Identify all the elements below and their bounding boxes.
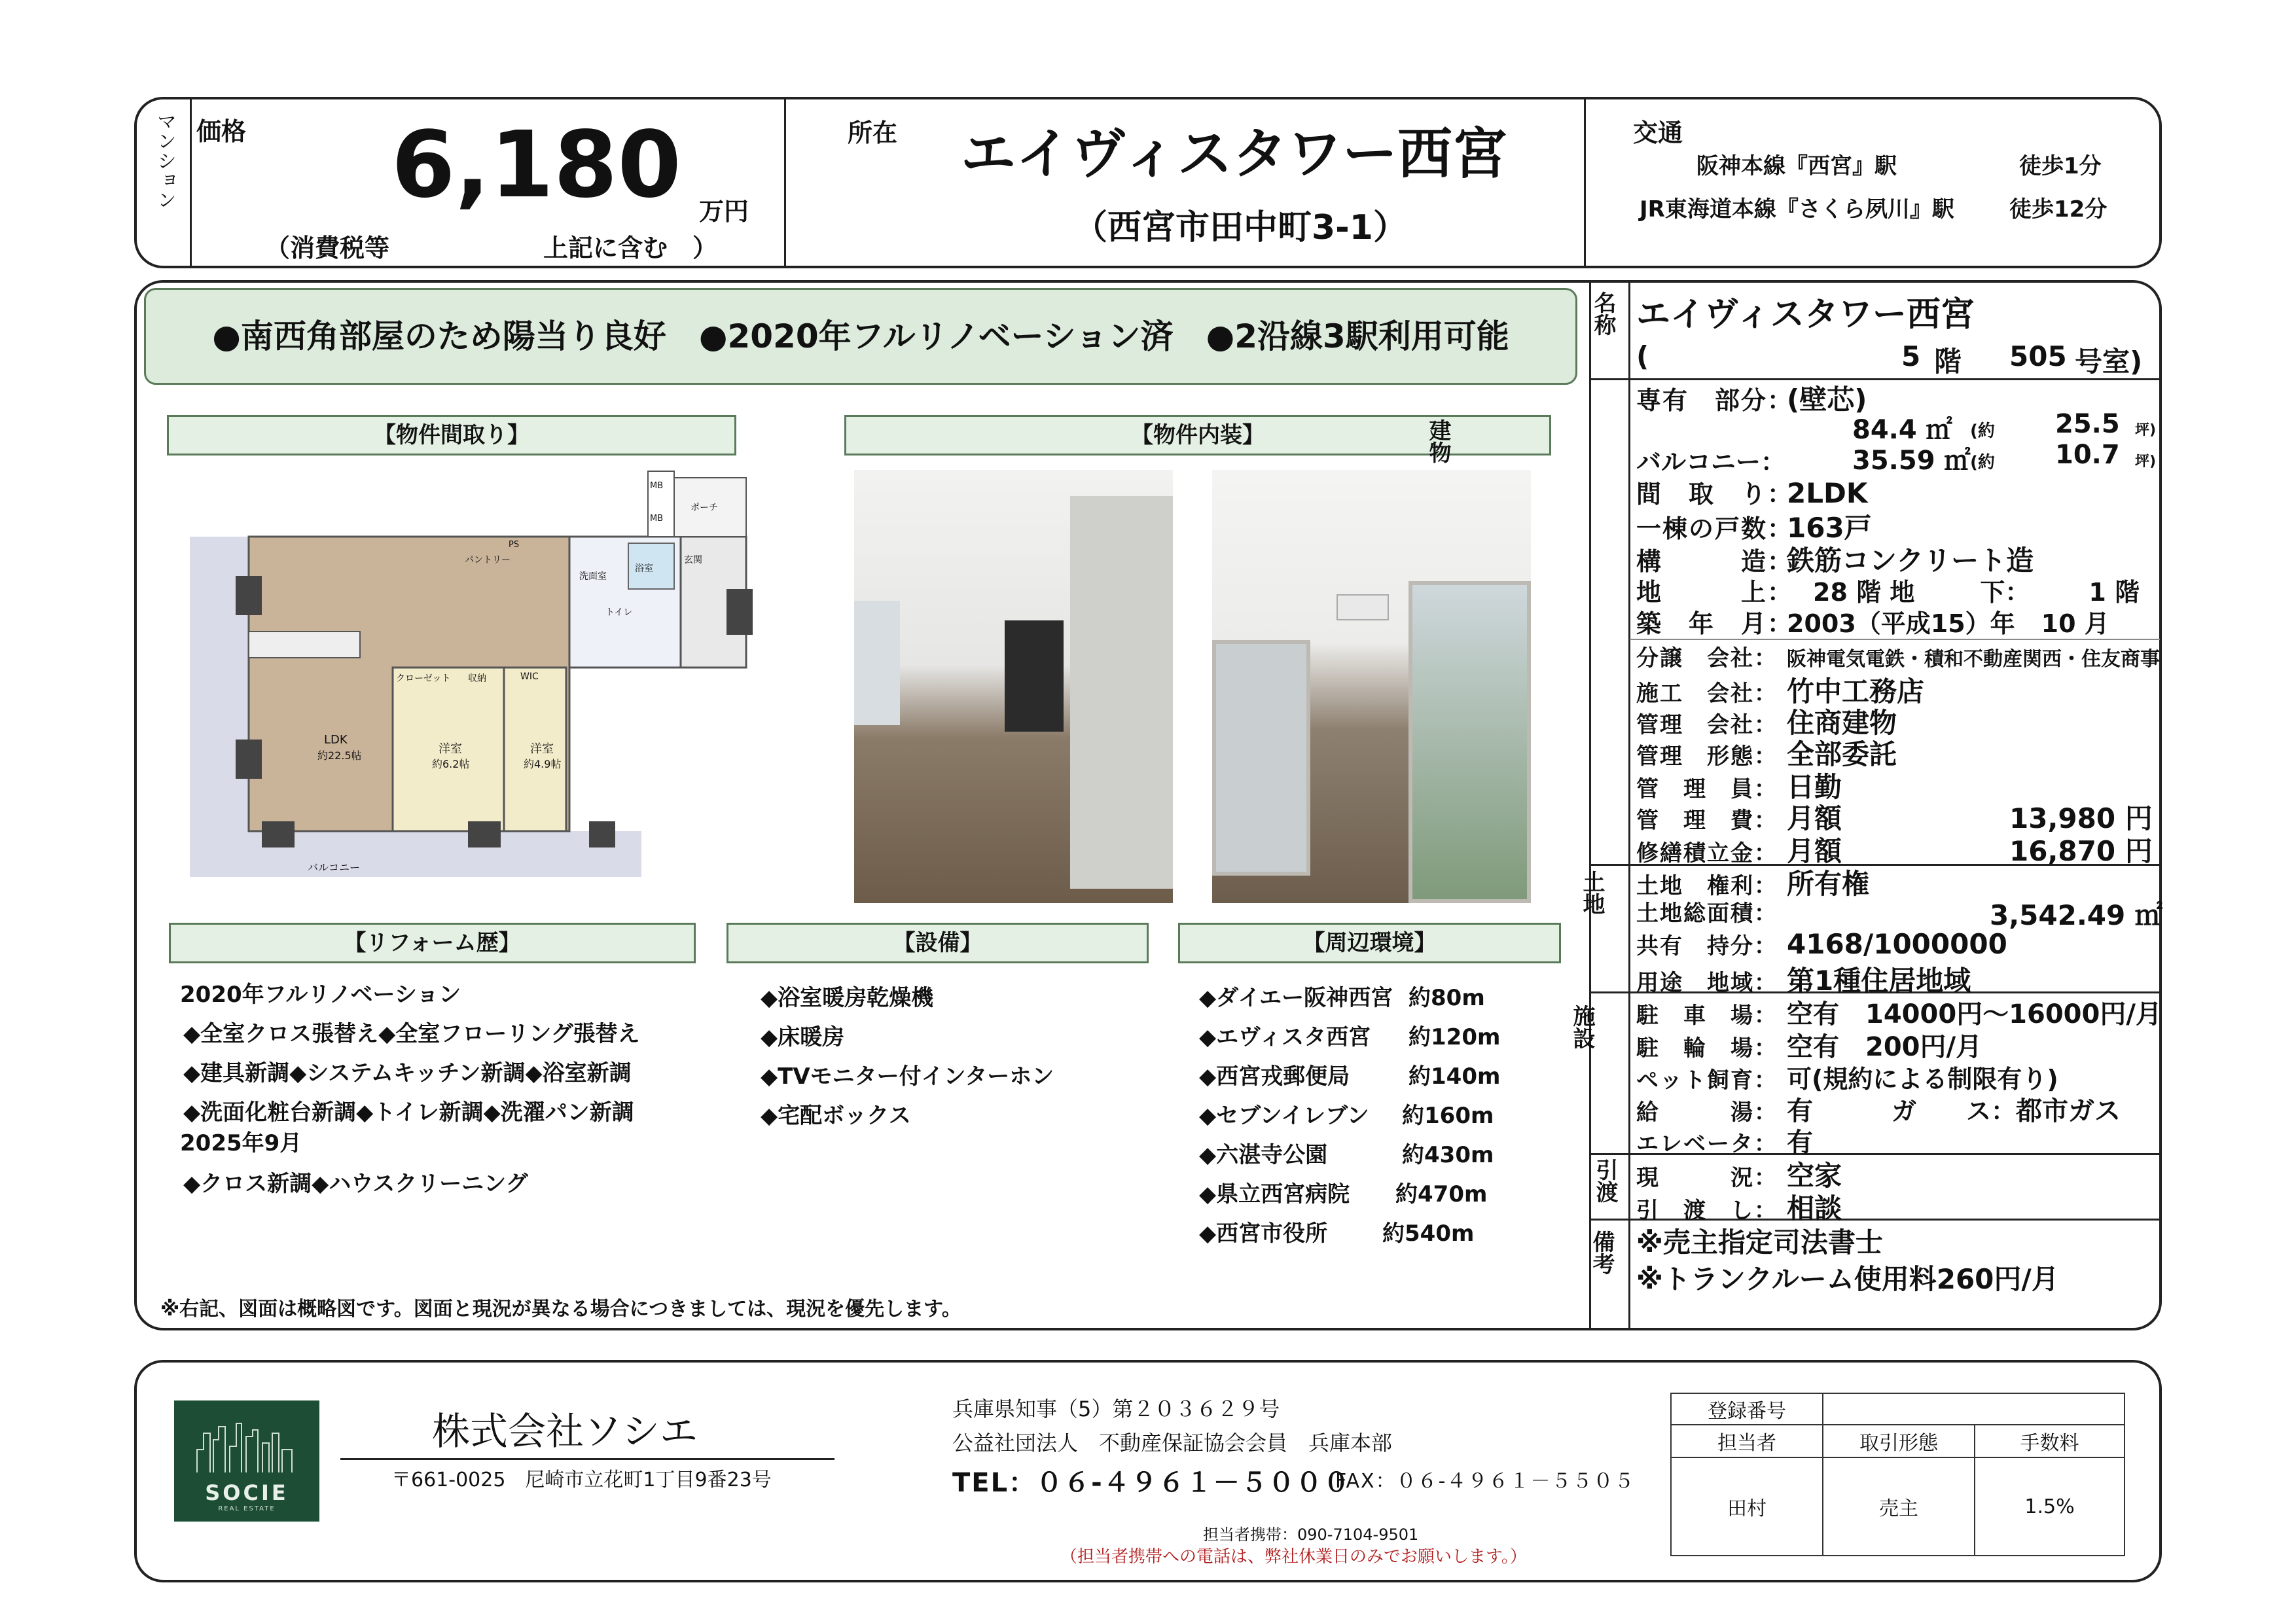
equipment-item: ◆TVモニター付インターホン	[761, 1063, 1054, 1090]
interior-photo-2	[1212, 470, 1531, 903]
reg-label: 登録番号	[1671, 1393, 1823, 1425]
spec-floor: 5	[1901, 340, 1921, 372]
divider	[784, 98, 786, 267]
fp-ps: PS	[509, 540, 520, 550]
equipment-item: ◆床暖房	[761, 1024, 845, 1050]
photo-window	[854, 601, 900, 725]
spec-floor-unit: 階	[1934, 346, 1962, 378]
balcony-bottom	[190, 831, 641, 877]
kitchen-counter	[249, 632, 360, 658]
spec-balcony-approx: (約	[1970, 453, 1995, 473]
spec-mgmt-co-row: 管理 会社： 住商建物	[1636, 707, 1897, 739]
reform-item: ◆建具新調◆システムキッチン新調◆浴室新調	[183, 1060, 632, 1086]
surroundings-list	[1199, 978, 1500, 1253]
pillar	[589, 821, 615, 847]
footnote: ※右記、図面は概略図です。図面と現況が異なる場合につきましては、現況を優先します。	[160, 1298, 961, 1321]
pillar	[468, 821, 501, 847]
reform-item: ◆洗面化粧台新調◆トイレ新調◆洗濯パン新調	[183, 1099, 634, 1126]
logo-sub: REAL ESTATE	[218, 1505, 276, 1512]
spec-parking-row: 駐 車 場： 空有 14000円～16000円/月	[1636, 999, 2162, 1029]
spec-room-unit: 号室)	[2075, 346, 2143, 378]
fp-ldk: LDK	[324, 733, 348, 747]
spec-built-row: 築 年 月：2003（平成15）年 10 月	[1636, 609, 2109, 638]
agent-table	[1670, 1393, 2125, 1556]
fp-mb1: MB	[650, 481, 664, 491]
property-address: （西宮市田中町3-1）	[1073, 208, 1407, 247]
highlight-banner: ●南西角部屋のため陽当り良好 ●2020年フルリノベーション済 ●2沿線3駅利用可能	[144, 288, 1577, 385]
spec-handover-label: 引渡	[1592, 1158, 1618, 1203]
surroundings-item: ◆セブンイレブン 約160m	[1199, 1103, 1494, 1129]
col-fee: 手数料	[1975, 1425, 2125, 1457]
spec-elevator-row: エレベータ： 有	[1636, 1128, 1813, 1158]
spec-seller-row: 分譲 会社： 阪神電気電鉄・積和不動産関西・住友商事	[1636, 645, 2160, 671]
surroundings-item: ◆西宮市役所 約540m	[1199, 1221, 1475, 1247]
fp-wash: 洗面室	[579, 571, 607, 582]
surroundings-item: ◆西宮戎郵便局 約140m	[1199, 1063, 1501, 1090]
reform-item: 2020年フルリノベーション	[180, 982, 461, 1008]
location-label: 所在	[848, 118, 898, 147]
reform-header: 【リフォーム歴】	[169, 923, 696, 963]
photo-kitchen	[1005, 620, 1064, 732]
property-type-vertical: マンション	[153, 111, 176, 209]
association: 公益社団法人 不動産保証協会会員 兵庫本部	[952, 1431, 1393, 1455]
mobile-number: 担当者携帯：090-7104-9501	[1203, 1525, 1419, 1544]
spec-remark-1: ※売主指定司法書士	[1636, 1226, 1883, 1258]
spec-repair-row: 修繕積立金： 月額	[1636, 835, 1842, 867]
floorplan-drawing	[177, 465, 753, 890]
spec-repair: 16,870 円	[2009, 835, 2153, 867]
company-underline	[340, 1458, 834, 1460]
fp-room2-size: 約4.9帖	[524, 758, 562, 770]
price-value: 6,180	[391, 112, 681, 219]
tax-note-left: （消費税等	[265, 234, 390, 262]
spec-handover-date-row: 引 渡 し： 相談	[1636, 1192, 1842, 1224]
spec-units-row: 一棟の戸数：163戸	[1636, 512, 1872, 544]
surroundings-item: ◆ダイエー阪神西宮 約80m	[1199, 985, 1485, 1011]
spec-building-label	[1599, 419, 1621, 825]
spec-floor-open: (	[1636, 340, 1649, 372]
photo-window-left	[1212, 640, 1310, 876]
property-name: エイヴィスタワー西宮	[961, 122, 1507, 186]
spec-mgmt-fee: 13,980 円	[2009, 802, 2153, 834]
reg-value	[1823, 1393, 2125, 1425]
fp-room2: 洋室	[530, 742, 554, 756]
fp-porch: ポーチ	[691, 503, 718, 513]
fp-entrance: 玄関	[684, 555, 702, 565]
price-unit: 万円	[699, 197, 749, 226]
divider	[1584, 98, 1586, 267]
reform-item: ◆クロス新調◆ハウスクリーニング	[183, 1171, 528, 1197]
company-address: 〒661-0025 尼崎市立花町1丁目9番23号	[391, 1469, 772, 1491]
pillar	[236, 576, 262, 615]
pillar	[262, 821, 295, 847]
fp-room1: 洋室	[439, 742, 462, 756]
spec-layout-row: 間 取 り：2LDK	[1636, 477, 1868, 509]
divider	[190, 98, 192, 267]
equipment-item: ◆宅配ボックス	[761, 1103, 911, 1129]
spec-floors-row: 地 上： 28 階 地 下： 1 階	[1636, 578, 2140, 607]
spec-area-approx: (約	[1970, 421, 1995, 441]
val-agent: 田村	[1671, 1457, 1823, 1556]
val-fee: 1.5%	[1975, 1457, 2125, 1556]
spec-mgmt-type-row: 管理 形態： 全部委託	[1636, 738, 1897, 770]
spec-area-m2: 84.4 ㎡	[1852, 415, 1952, 445]
mobile-note: （担当者携帯への電話は、弊社休業日のみでお願いします。）	[1060, 1547, 1527, 1567]
tax-note-right: 上記に含む ）	[543, 234, 718, 262]
fp-bath: 浴室	[635, 563, 653, 574]
fp-room1-size: 約6.2帖	[432, 758, 470, 770]
fp-balcony: バルコニー	[308, 861, 361, 874]
logo-skyline-icon	[174, 1410, 319, 1482]
surroundings-item: ◆エヴィスタ西宮 約120m	[1199, 1024, 1501, 1050]
logo-text: SOCIE	[205, 1480, 289, 1505]
fp-wic: WIC	[520, 671, 539, 682]
fp-mb2: MB	[650, 514, 664, 524]
fp-toilet: トイレ	[605, 607, 633, 618]
fp-closet: クローゼット	[396, 673, 451, 684]
spec-area-tsubo: 25.5	[2055, 409, 2120, 439]
spec-facility-label	[1599, 1005, 1621, 1049]
surroundings-header: 【周辺環境】	[1178, 923, 1561, 963]
surroundings-item: ◆県立西宮病院 約470m	[1199, 1181, 1488, 1207]
spec-balcony-tsubo-unit: 坪)	[2135, 454, 2157, 470]
reform-list	[180, 975, 640, 1204]
interior-photo-1	[854, 470, 1173, 903]
val-transaction: 売主	[1823, 1457, 1975, 1556]
transport-line-1: 阪神本線『西宮』駅	[1696, 153, 1897, 179]
spec-land-area: 3,542.49 ㎡	[1990, 899, 2162, 931]
tel-number: TEL：０６-４９６１－５０００	[952, 1468, 1351, 1498]
spec-land-right-row: 土地 権利： 所有権	[1636, 868, 1870, 900]
spec-name: エイヴィスタワー西宮	[1636, 295, 1975, 334]
spec-bike-row: 駐 輪 場： 空有 200円/月	[1636, 1032, 1982, 1062]
pillar	[236, 740, 262, 779]
fp-storage: 収納	[468, 673, 486, 684]
photo-wall-panel	[1070, 496, 1173, 889]
company-logo	[174, 1400, 319, 1522]
spec-mgmt-fee-row: 管 理 費： 月額	[1636, 802, 1842, 834]
floorplan-svg	[177, 465, 753, 890]
spec-land-label	[1599, 870, 1621, 915]
fp-ldk-size: 約22.5帖	[317, 749, 362, 762]
surroundings-item: ◆六湛寺公園 約430m	[1199, 1142, 1494, 1168]
spec-area-row: 専有 部分：(壁芯)	[1636, 383, 1867, 416]
equipment-list	[761, 978, 1054, 1135]
spec-balcony-label: バルコニー：	[1636, 448, 1786, 476]
spec-remark-2: ※トランクルーム使用料260円/月	[1636, 1263, 2059, 1295]
col-agent: 担当者	[1671, 1425, 1823, 1457]
spec-builder-row: 施工 会社： 竹中工務店	[1636, 675, 1925, 707]
spec-structure-row: 構 造：鉄筋コンクリート造	[1636, 544, 2034, 577]
reform-item: ◆全室クロス張替え◆全室フローリング張替え	[183, 1021, 640, 1047]
equipment-item: ◆浴室暖房乾燥機	[761, 985, 934, 1011]
spec-room: 505	[2009, 340, 2067, 372]
col-transaction: 取引形態	[1823, 1425, 1975, 1457]
photo-aircon	[1336, 594, 1389, 620]
spec-water-row: 給 湯： 有 ガ ス：都市ガス	[1636, 1096, 2121, 1126]
license-number: 兵庫県知事（5）第２０３６２９号	[952, 1397, 1280, 1421]
spec-manager-row: 管 理 員： 日勤	[1636, 771, 1842, 803]
equipment-header: 【設備】	[726, 923, 1149, 963]
spec-tsubo-unit: 坪)	[2135, 422, 2157, 438]
spec-balcony-tsubo: 10.7	[2055, 440, 2120, 470]
spec-remarks-label: 備考	[1588, 1230, 1615, 1275]
spec-land-area-row: 土地総面積：	[1636, 901, 1778, 927]
transport-walk-2: 徒歩12分	[2009, 196, 2108, 223]
price-label: 価格	[196, 117, 247, 146]
spec-pet-row: ペット飼育： 可(規約による制限有り)	[1636, 1065, 2058, 1094]
spec-status-row: 現 況： 空家	[1636, 1160, 1842, 1192]
fax-number: FAX：０６-４９６１－５５０５	[1335, 1470, 1636, 1493]
transport-line-2: JR東海道本線『さくら夙川』駅	[1640, 196, 1954, 223]
floorplan-header: 【物件間取り】	[167, 415, 736, 455]
company-name: 株式会社ソシエ	[432, 1409, 698, 1454]
spec-balcony-m2: 35.59 ㎡	[1852, 446, 1971, 476]
reform-item: 2025年9月	[180, 1130, 302, 1156]
fp-pantry: パントリー	[465, 555, 511, 565]
pillar	[726, 589, 753, 635]
spec-share-row: 共有 持分： 4168/1000000	[1636, 928, 2007, 960]
spec-name-label: 名称	[1590, 291, 1616, 336]
divider	[1628, 281, 1630, 1329]
transport-walk-1: 徒歩1分	[2019, 153, 2102, 179]
photo-window-right	[1408, 581, 1531, 903]
transport-label: 交通	[1633, 118, 1683, 147]
spec-zoning-row: 用途 地域： 第1種住居地域	[1636, 965, 1971, 997]
interior-header: 【物件内装】	[844, 415, 1551, 455]
